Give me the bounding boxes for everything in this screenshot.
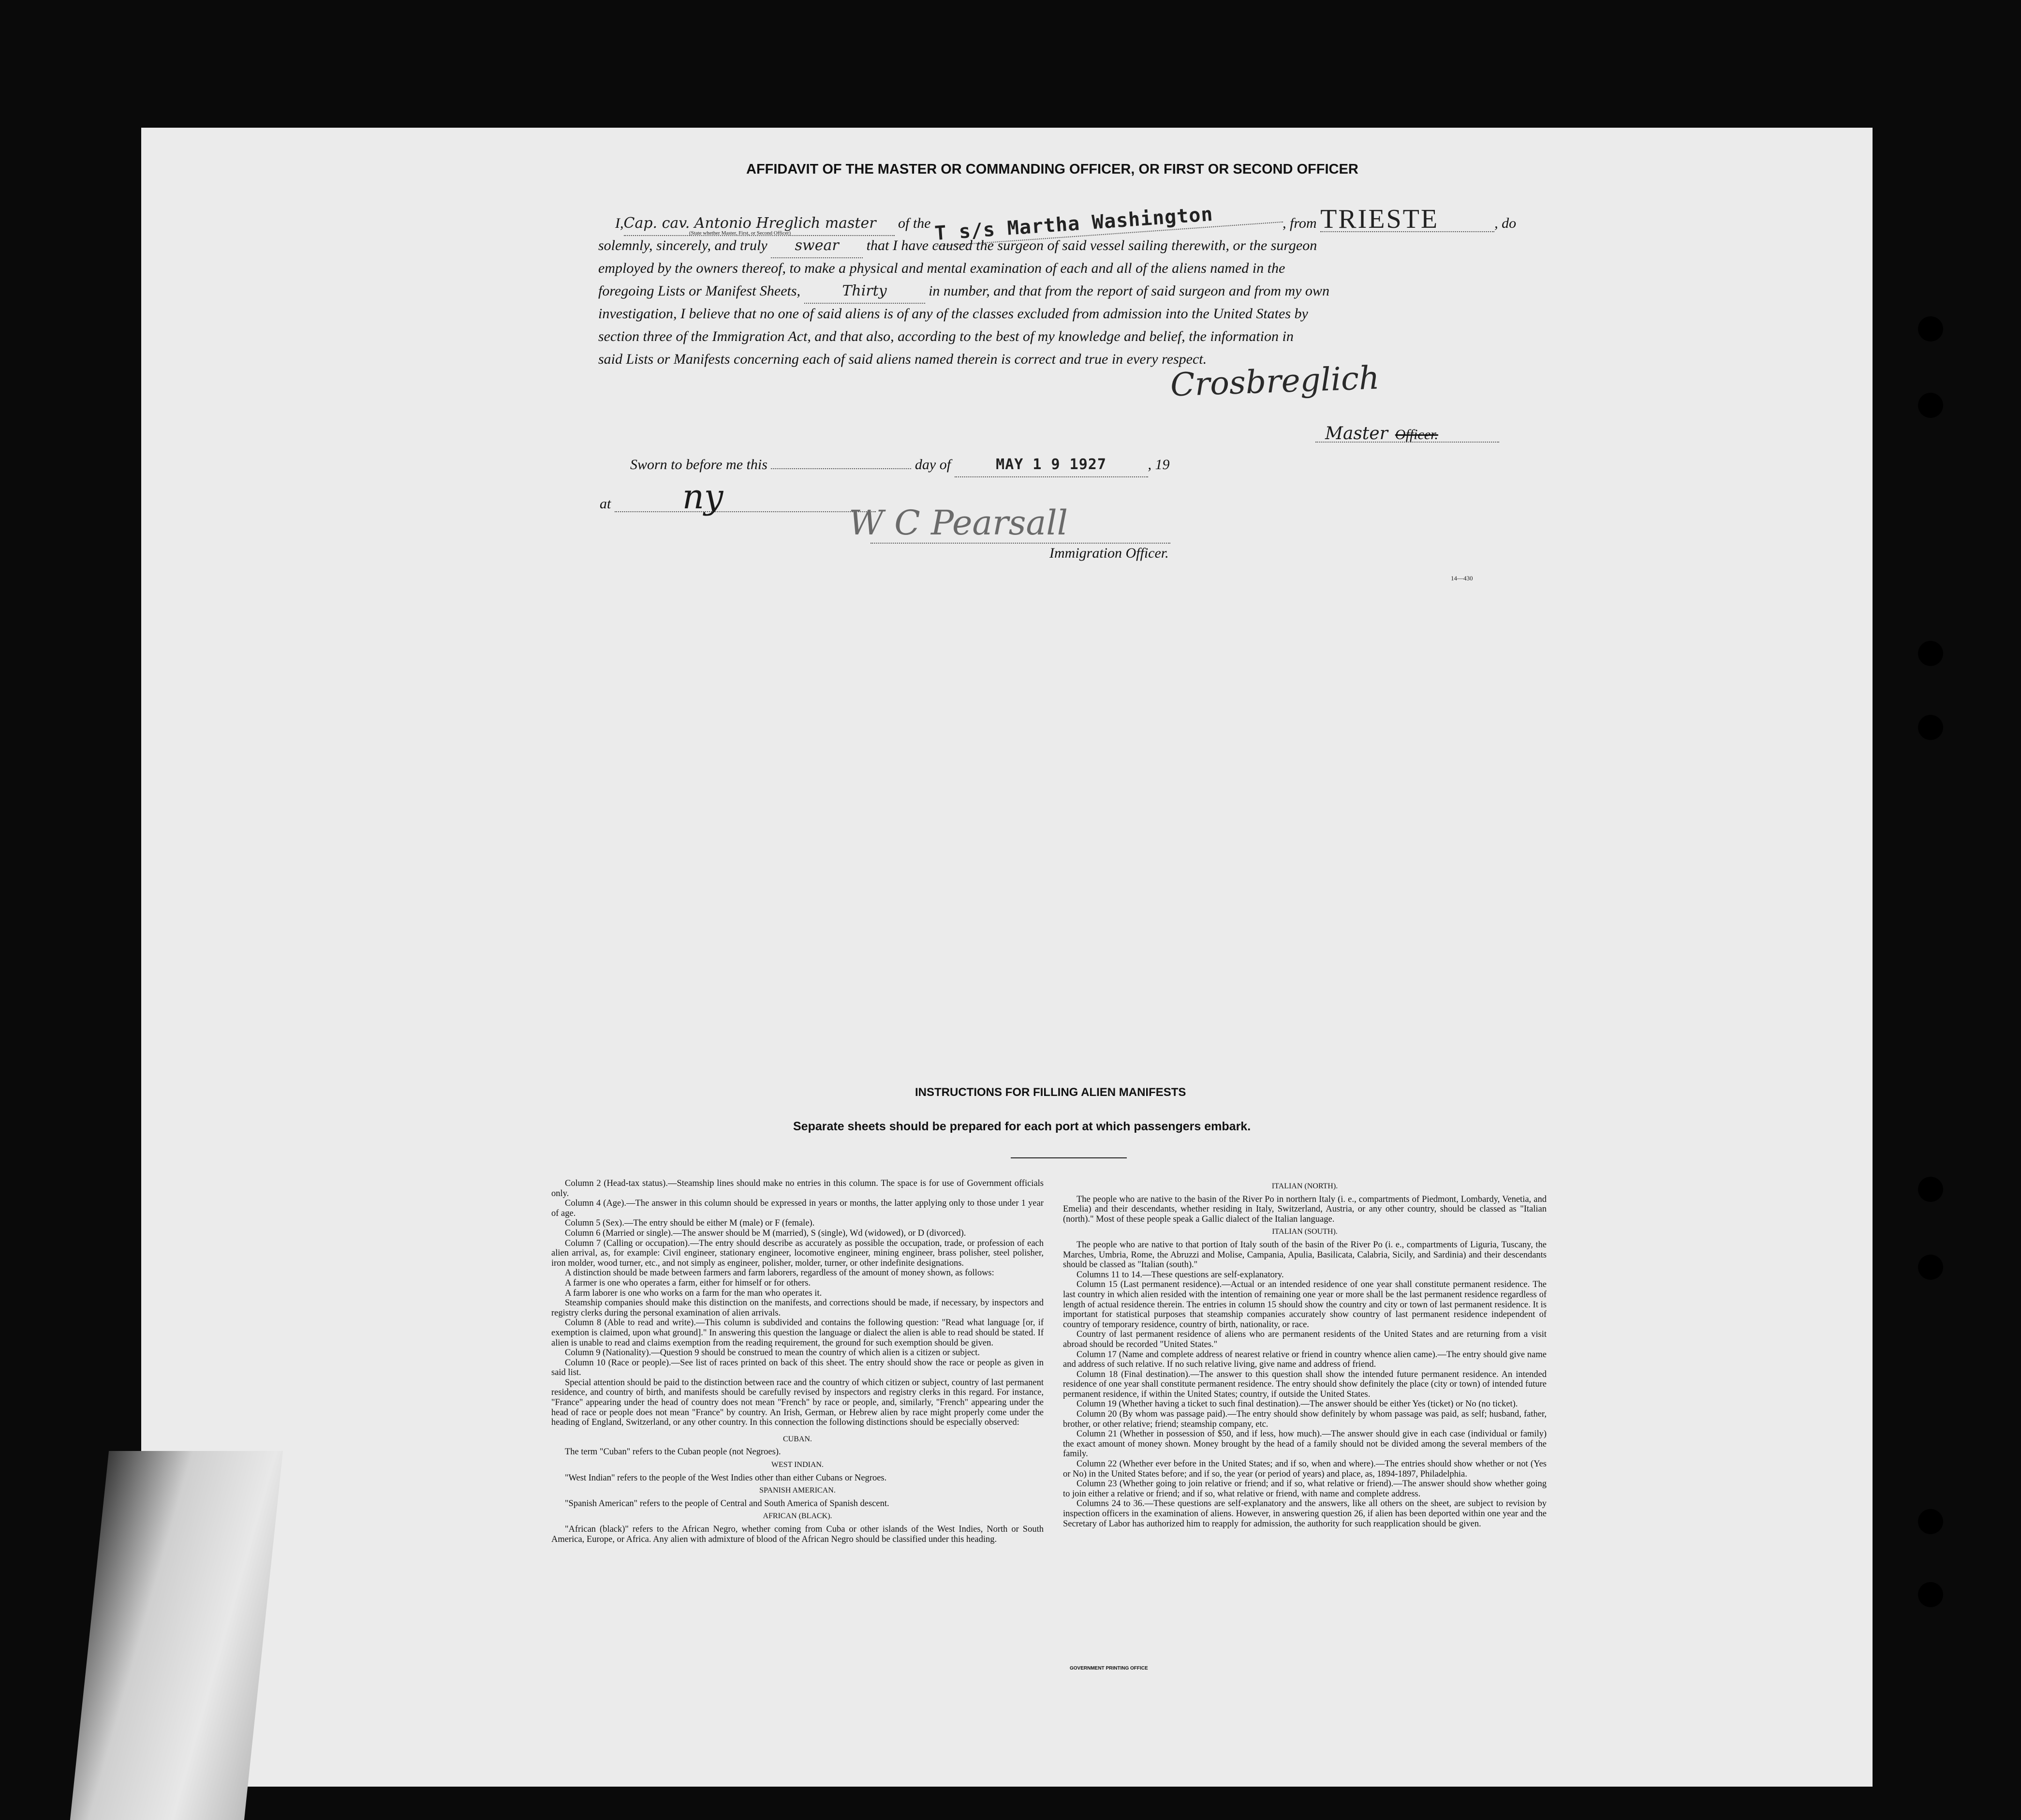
instruction-paragraph: Column 18 (Final destination).—The answer to this question shall show the intended future permanent residence. An intended residence of one year shall constitute permanent residence. The entry should show definitely the place (city or town) of intended future permanent residence, if within the United States; country, if outside the United States. xyxy=(1063,1369,1547,1399)
instruction-paragraph: Columns 11 to 14.—These questions are self-explanatory. xyxy=(1077,1270,1284,1280)
instruction-paragraph: Column 17 (Name and complete address of nearest relative or friend in country whence alien came).—The entry should give name and address of such relative. If no such relative living, give name and address of friend. xyxy=(1063,1349,1547,1370)
affidavit-line-1: I,Cap. cav. Antonio Hreglich master of the T s/s Martha Washington , from TRIESTE , do xyxy=(615,208,1516,236)
affidavit-title: AFFIDAVIT OF THE MASTER OR COMMANDING OFFICER, OR FIRST OR SECOND OFFICER xyxy=(746,162,1358,177)
officer-title: Immigration Officer. xyxy=(1049,545,1169,561)
instruction-paragraph: Special attention should be paid to the distinction between race and the country of which citizen or subject, country of last permanent residence, and country of birth, and manifests should be carefully revised by inspectors and registry clerks in this regard. For instance, "France" appearing under the head of country does not mean "French" by race or people, and, similarly, "French" appearing under the head of race or people does not mean "France" by country. An Irish, German, or Hebrew alien by race might properly come under the heading of England, Switzerland, or any other country. In this connection the following distinctions should be especially observed: xyxy=(551,1377,1044,1428)
instruction-paragraph: Column 20 (By whom was passage paid).—The entry should show definitely by whom passage was paid, as self; husband, father, brother, or other relative; friend; steamship company, etc. xyxy=(1063,1409,1547,1429)
affidavit-line-2: solemnly, sincerely, and truly swear that I have caused the surgeon of said vessel sailing therewith, or the surgeon xyxy=(598,234,1317,258)
punch-hole xyxy=(1918,393,1943,418)
form-number: 14—430 xyxy=(1451,575,1473,582)
officer-signature: W C Pearsall xyxy=(849,503,1068,543)
instruction-paragraph: Column 10 (Race or people).—See list of races printed on back of this sheet. The entry should show the race or people as given in said list. xyxy=(551,1358,1044,1378)
sheet-count: Thirty xyxy=(804,280,925,304)
sworn-line: Sworn to before me this day of MAY 1 9 1927 , 19 xyxy=(630,453,1170,477)
instruction-paragraph: Column 19 (Whether having a ticket to such final destination).—The answer should be either Yes (ticket) or No (no ticket). xyxy=(1077,1399,1518,1409)
punch-hole xyxy=(1918,1509,1943,1534)
affidavit-line-5: investigation, I believe that no one of said aliens is of any of the classes excluded from admission into the United States by xyxy=(598,306,1308,322)
instruction-paragraph: Country of last permanent residence of aliens who are permanent residents of the United States and are returning from a visit abroad should be recorded "United States." xyxy=(1063,1330,1547,1349)
instruction-paragraph: "African (black)" refers to the African Negro, whether coming from Cuba or other islands of the West Indies, North or South America, Europe, or Africa. Any alien with admixture of blood of the African Negro should be classified under this heading. xyxy=(551,1524,1044,1544)
printing-office-imprint: GOVERNMENT PRINTING OFFICE xyxy=(1070,1666,1148,1671)
instruction-paragraph: Column 7 (Calling or occupation).—The entry should describe as accurately as possible the occupation, trade, or profession of each alien arrival, as, for example: Civil engineer, stationary engineer, locomotive engineer, mining engineer, brass polisher, steel polisher, iron molder, wood turner, etc., and not simply as engineer, polisher, molder, turner, or other indefinite designations. xyxy=(551,1238,1044,1268)
instruction-paragraph: Column 22 (Whether ever before in the United States; and if so, when and where).—The entries should show whether or not (Yes or No) in the United States before; and if so, the year (or period of years) and place, as, 1894-1897, Philadelphia. xyxy=(1063,1459,1547,1479)
instruction-paragraph: "Spanish American" refers to the people of Central and South America of Spanish descent. xyxy=(565,1498,889,1509)
instruction-paragraph: Column 21 (Whether in possession of $50, and if less, how much).—The answer should give in each case (individual or family) the exact amount of money shown. Money brought by the head of a family should not be divided among the several members of the family. xyxy=(1063,1429,1547,1459)
affidavit-line-6: section three of the Immigration Act, and that also, according to the best of my knowledge and belief, the information in xyxy=(598,328,1294,344)
section-heading: SPANISH AMERICAN. xyxy=(759,1486,836,1495)
instructions-left-column xyxy=(551,1179,1044,1544)
section-heading: ITALIAN (NORTH). xyxy=(1271,1182,1338,1190)
punch-hole xyxy=(1918,316,1943,341)
place-sworn: ny xyxy=(615,482,876,512)
instruction-paragraph: "West Indian" refers to the people of the West Indies other than either Cubans or Negroes. xyxy=(565,1473,887,1483)
instruction-paragraph: Steamship companies should make this distinction on the manifests, and corrections should be made, if necessary, by inspectors and registry clerks during the personal examination of alien arrivals. xyxy=(551,1298,1044,1318)
punch-hole xyxy=(1918,715,1943,740)
affidavit-line-4: foregoing Lists or Manifest Sheets, Thirty in number, and that from the report of said surgeon and from my own xyxy=(598,280,1329,304)
affidavit-line-3: employed by the owners thereof, to make a physical and mental examination of each and all of the aliens named in the xyxy=(598,260,1285,276)
instruction-paragraph: The term "Cuban" refers to the Cuban people (not Negroes). xyxy=(565,1447,781,1457)
instruction-paragraph: Column 6 (Married or single).—The answer should be M (married), S (single), Wd (widowed), or D (divorced). xyxy=(565,1228,966,1238)
instruction-paragraph: The people who are native to that portion of Italy south of the basin of the River Po (i. e., compartments of Liguria, Tuscany, the Marches, Umbria, Rome, the Abruzzi and Molise, Campania, Apulia, Basilicata, Calabria, Sicily, and Sardinia) and their descendants should be classed as "Italian (south)." xyxy=(1063,1240,1547,1270)
master-signature: Crosbreglich xyxy=(1169,359,1380,404)
section-heading: ITALIAN (SOUTH). xyxy=(1272,1228,1338,1236)
state-whether-note: (State whether Master, First, or Second Officer) xyxy=(689,230,791,236)
at-line: at ny xyxy=(600,482,876,516)
instruction-paragraph: Column 5 (Sex).—The entry should be either M (male) or F (female). xyxy=(565,1218,815,1228)
instruction-paragraph: Columns 24 to 36.—These questions are self-explanatory and the answers, like all others on the sheet, are subject to revision by inspection officers in the examination of aliens. However, in answering question 26, if alien has been deported within one year and the Secretary of Labor has authorized him to reapply for admission, the authority for such reapplication should be given. xyxy=(1063,1499,1547,1529)
instructions-subtitle: Separate sheets should be prepared for each port at which passengers embark. xyxy=(793,1120,1251,1133)
punch-hole xyxy=(1918,641,1943,666)
oath-word: swear xyxy=(771,234,863,258)
instruction-paragraph: A farmer is one who operates a farm, either for himself or for others. xyxy=(565,1278,811,1288)
punch-hole xyxy=(1918,1582,1943,1607)
punch-hole xyxy=(1918,1255,1943,1280)
port-of-departure: TRIESTE xyxy=(1320,208,1494,232)
instructions-title: INSTRUCTIONS FOR FILLING ALIEN MANIFESTS xyxy=(915,1086,1186,1099)
punch-hole xyxy=(1918,1177,1943,1202)
affidavit-line-7: said Lists or Manifests concerning each of said aliens named therein is correct and true in every respect. xyxy=(598,351,1207,367)
instruction-paragraph: Column 2 (Head-tax status).—Steamship lines should make no entries in this column. The space is for use of Government officials only. xyxy=(551,1179,1044,1199)
instruction-paragraph: A distinction should be made between farmers and farm laborers, regardless of the amount of money shown, as follows: xyxy=(565,1268,994,1278)
instruction-paragraph: Column 8 (Able to read and write).—This column is subdivided and contains the following question: "Read what language [or, if exemption is claimed, upon what ground]." In answering this question the language or dialect the alien is able to read should be stated. If alien is unable to read and claims exemption from the reading requirement, the ground for such exemption should be given. xyxy=(551,1318,1044,1348)
section-heading: CUBAN. xyxy=(782,1435,812,1443)
instruction-paragraph: Column 15 (Last permanent residence).—Actual or an intended residence of one year shall constitute permanent residence. The last country in which alien resided with the intention of remaining one year or more shall be the last permanent residence regardless of length of actual residence therein. The entries in column 15 should show the country and city or town of last permanent residence. It is important for statistical purposes that steamship companies accurately show country of last permanent residence independent of country of temporary residence, country of birth, nationality, or race. xyxy=(1063,1280,1547,1330)
instruction-paragraph: Column 23 (Whether going to join relative or friend; and if so, what relative or friend).—The answer should show whether going to join either a relative or friend; and if so, what relative or friend, with name and complete address. xyxy=(1063,1479,1547,1499)
instructions-right-column xyxy=(1063,1179,1547,1529)
instruction-paragraph: Column 4 (Age).—The answer in this column should be expressed in years or months, the latter applying only to those under 1 year of age. xyxy=(551,1199,1044,1218)
vessel-stamp: T s/s Martha Washington xyxy=(934,198,1283,247)
instruction-paragraph: A farm laborer is one who works on a farm for the man who operates it. xyxy=(565,1288,822,1298)
instruction-paragraph: Column 9 (Nationality).—Question 9 should be construed to mean the country of which alien is a citizen or subject. xyxy=(565,1348,980,1358)
role-line xyxy=(1315,442,1499,443)
signatory-role: Master Officer. xyxy=(1325,424,1438,444)
instruction-paragraph: The people who are native to the basin of the River Po in northern Italy (i. e., compartments of Piedmont, Lombardy, Venetia, and Emelia) and their descendants, whether residing in Italy, Switzerland, Austria, or any other country, should be classed as "Italian (north)." Most of these people speak a Gallic dialect of the Italian language. xyxy=(1063,1194,1547,1224)
section-heading: AFRICAN (BLACK). xyxy=(763,1512,832,1521)
section-divider xyxy=(1011,1157,1127,1158)
section-heading: WEST INDIAN. xyxy=(771,1461,824,1469)
date-stamp: MAY 1 9 1927 xyxy=(955,453,1148,477)
master-name: Cap. cav. Antonio Hreglich master xyxy=(624,212,895,236)
